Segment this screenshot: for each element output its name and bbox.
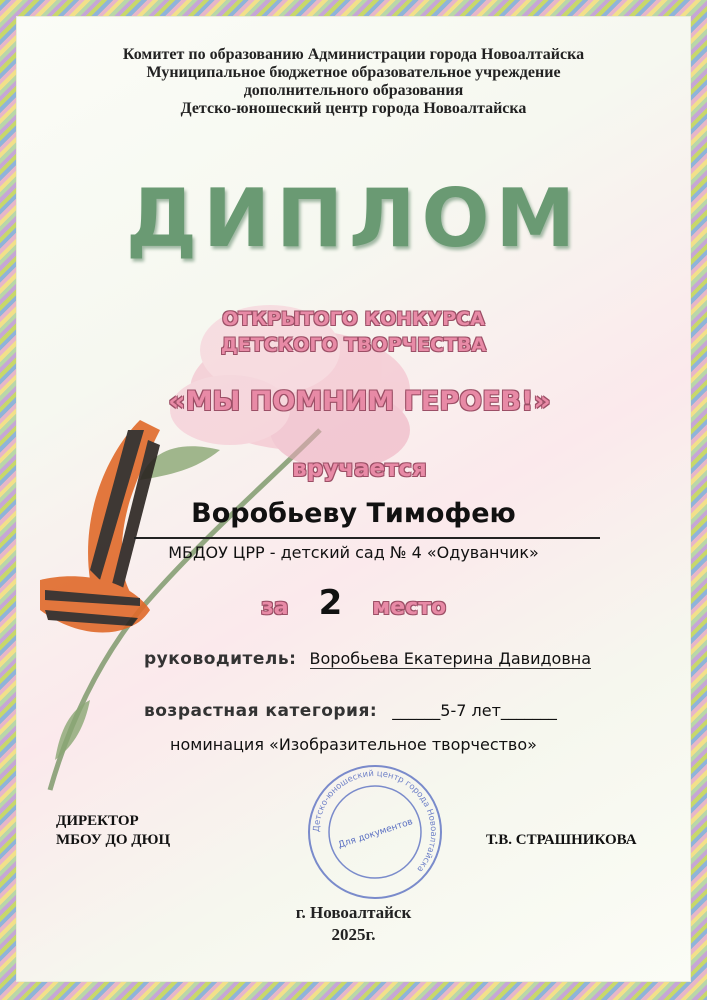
diploma-title: ДИПЛОМ	[125, 172, 582, 265]
place-suffix: место	[372, 595, 447, 620]
header-line-4: Детско-юношеский центр города Новоалтайска	[180, 100, 527, 117]
recipient-organization: МБДОУ ЦРР - детский сад № 4 «Одуванчик»	[168, 543, 539, 562]
director-title	[56, 812, 170, 850]
footer-city: г. Новоалтайск	[295, 903, 412, 922]
contest-line-2: ДЕТСКОГО ТВОРЧЕСТВА	[220, 334, 487, 356]
header-line-3: дополнительного образования	[243, 82, 464, 99]
recipient-underline	[134, 537, 600, 539]
official-stamp	[300, 762, 450, 902]
age-category-value: ______5-7 лет_______	[392, 701, 557, 720]
contest-name: «МЫ ПОМНИМ ГЕРОЕВ!»	[168, 386, 551, 417]
recipient-name: Воробьеву Тимофею	[191, 498, 516, 529]
leader-label: руководитель:	[144, 649, 297, 669]
header-line-2: Муниципальное бюджетное образовательное учреждение	[146, 64, 561, 81]
nomination: номинация «Изобразительное творчество»	[170, 735, 537, 754]
header-line-1: Комитет по образованию Администрации города Новоалтайска	[122, 46, 585, 63]
contest-line-1: ОТКРЫТОГО КОНКУРСА	[222, 308, 485, 330]
issuer-header	[0, 46, 707, 118]
place-number: 2	[318, 583, 343, 623]
place-prefix: за	[260, 595, 289, 620]
age-category-label: возрастная категория:	[144, 701, 378, 721]
director-line-2: МБОУ ДО ДЮЦ	[56, 832, 171, 848]
footer-year: 2025г.	[331, 925, 376, 944]
stamp-center-text: Для документов	[337, 817, 415, 851]
age-category-row	[144, 701, 557, 721]
awarded-text: вручается	[292, 456, 427, 482]
signer-name: Т.В. СТРАШНИКОВА	[486, 832, 637, 848]
footer	[0, 902, 707, 946]
place-line	[0, 583, 707, 623]
leader-row	[144, 649, 591, 669]
leader-value: Воробьева Екатерина Давидовна	[309, 649, 592, 668]
stamp-outer-text: Детско-юношеский центр города Новоалтайска	[311, 768, 439, 874]
director-line-1: ДИРЕКТОР	[56, 813, 139, 829]
